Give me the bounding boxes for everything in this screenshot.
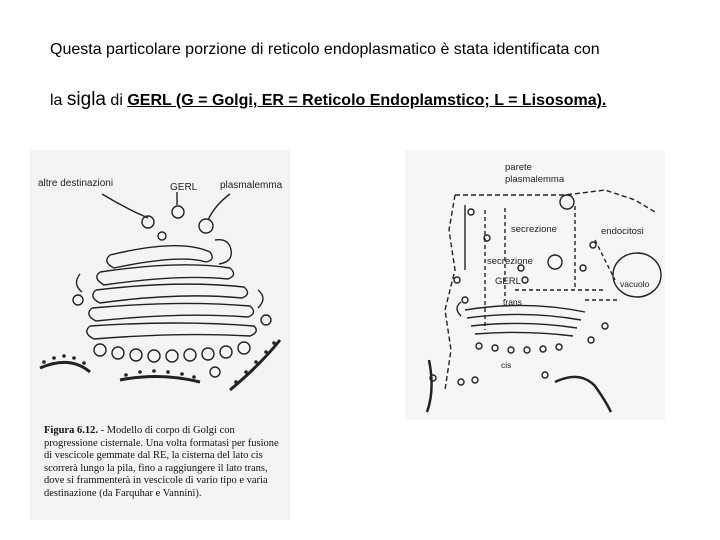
cisterna-edge xyxy=(258,290,263,308)
label-plasmalemma-right: plasmalemma xyxy=(505,174,565,185)
cisterna xyxy=(89,303,254,321)
intro-line-1: Questa particolare porzione di reticolo endoplasmatico è stata identificata con xyxy=(50,41,600,58)
vesicle xyxy=(184,349,196,361)
vesicle xyxy=(522,277,528,283)
vesicle xyxy=(492,345,498,351)
vesicle xyxy=(556,344,562,350)
label-vacuolo: vacuolo xyxy=(620,279,650,289)
golgi-cisterna xyxy=(475,332,573,336)
vesicle xyxy=(130,349,142,361)
label-secrezione-2: secrezione xyxy=(487,256,533,267)
cisterna xyxy=(87,323,256,339)
vesicle xyxy=(158,232,166,240)
vesicle xyxy=(540,346,546,352)
pointer-altre xyxy=(102,194,148,218)
vesicle xyxy=(199,219,213,233)
gerl-definition: GERL (G = Golgi, ER = Reticolo Endoplamstico; L = Lisosoma). xyxy=(127,92,607,109)
traffic-line xyxy=(595,240,615,280)
intro-line-2 xyxy=(50,89,606,111)
vesicle xyxy=(468,209,474,215)
vacuole xyxy=(613,253,661,297)
vesicle xyxy=(454,277,460,283)
caption-body: - Modello di corpo di Golgi con progressione cisternale. Una volta formatasi per fusione di vescicole gemmate dal RE, la cisterna del lato cis scorrerà lungo la pila, fino a raggiungere il lato trans, dove si frammenterà in vescicole di vario tipo e varia destinazione (da Farquhar e Vannini). xyxy=(44,425,279,499)
label-secrezione-1: secrezione xyxy=(511,224,557,235)
vesicle xyxy=(580,265,586,271)
golgi-cisterna xyxy=(471,323,577,328)
er-membrane xyxy=(555,377,611,412)
vesicle xyxy=(476,343,482,349)
secretory-granule xyxy=(548,255,562,269)
er-membrane xyxy=(120,376,200,382)
label-gerl: GERL xyxy=(170,182,198,193)
label-altre: altre destinazioni xyxy=(38,178,114,189)
vesicle xyxy=(472,377,478,383)
plant-cell-figure xyxy=(405,150,665,420)
vesicle-gerl xyxy=(172,206,184,218)
golgi-diagram xyxy=(30,150,290,420)
golgi-cisterna xyxy=(467,314,581,320)
label-gerl-right: GERL xyxy=(495,276,521,287)
golgi-cisterna xyxy=(465,305,585,312)
label-cis: cis xyxy=(501,360,512,370)
vesicle xyxy=(202,348,214,360)
plant-cell-diagram xyxy=(405,150,665,420)
label-parete: parete xyxy=(505,162,532,173)
vesicle xyxy=(542,372,548,378)
vesicle xyxy=(588,337,594,343)
cisterna-edge xyxy=(76,274,82,292)
line2-sigla: sigla xyxy=(66,89,106,110)
vesicle xyxy=(166,350,178,362)
vesicle xyxy=(458,379,464,385)
vesicle xyxy=(148,350,160,362)
cell-wall xyxy=(445,195,455,390)
vesicle xyxy=(94,344,106,356)
pointer-plasma xyxy=(208,194,230,220)
vesicle xyxy=(261,315,271,325)
cell-wall xyxy=(455,190,655,212)
vesicle xyxy=(220,346,232,358)
vesicle xyxy=(112,347,124,359)
secretory-granule xyxy=(560,195,574,209)
line2-di: di xyxy=(105,92,128,109)
vesicle xyxy=(210,367,220,377)
label-endocitosi: endocitosi xyxy=(601,226,644,237)
label-plasmalemma: plasmalemma xyxy=(220,180,283,191)
vesicle xyxy=(73,295,83,305)
vesicle xyxy=(462,297,468,303)
figure-caption xyxy=(44,425,284,501)
cisterna xyxy=(93,284,248,303)
label-trans: trans xyxy=(503,297,522,307)
gerl-curl xyxy=(215,240,231,264)
line2-la: la xyxy=(50,92,67,109)
vesicle xyxy=(524,347,530,353)
er-membrane xyxy=(427,360,432,412)
vesicle xyxy=(602,323,608,329)
vesicle xyxy=(238,342,250,354)
vesicle xyxy=(508,347,514,353)
vesicle xyxy=(590,242,596,248)
caption-title: Figura 6.12. xyxy=(44,425,98,436)
golgi-edge xyxy=(457,302,461,316)
